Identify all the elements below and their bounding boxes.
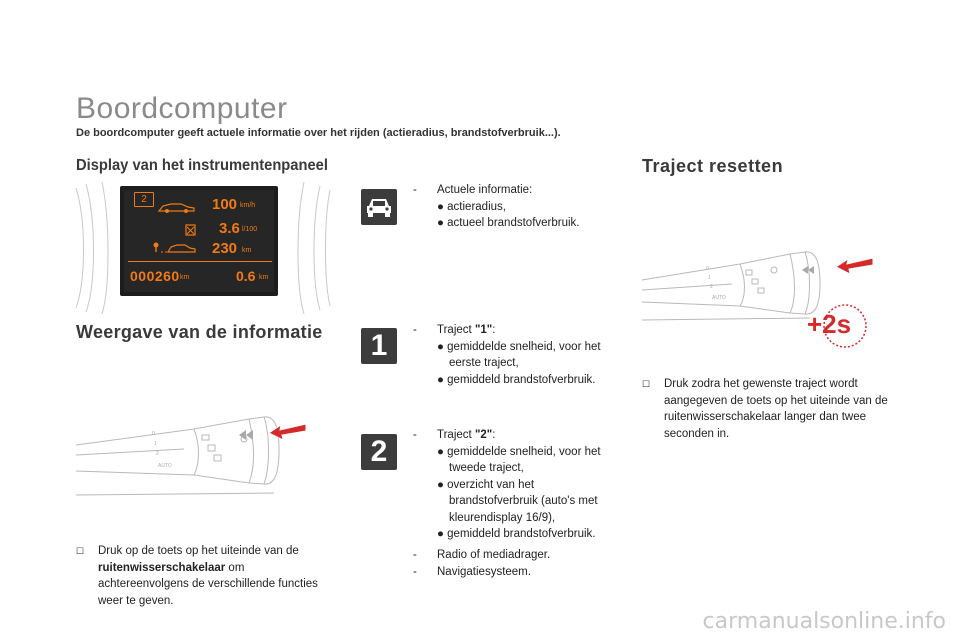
svg-text:1: 1 bbox=[154, 441, 157, 447]
svg-text:1: 1 bbox=[708, 275, 711, 281]
range-value: 230 bbox=[212, 240, 238, 257]
weergave-instruction: ☐ Druk op de toets op het uiteinde van de ruitenwisserschakelaar om achtereenvolgens de verschillende functies weer te geven. bbox=[76, 545, 318, 607]
svg-text:2: 2 bbox=[156, 451, 159, 457]
speed-value: 100 bbox=[212, 196, 238, 213]
svg-text:0: 0 bbox=[706, 266, 709, 272]
reset-instruction: ☐ Druk zodra het gewenste traject wordt aangegeven de toets op het uiteinde van de ruitenwisserschakelaar langer dan twee seconden in. bbox=[642, 378, 888, 440]
extra-items bbox=[413, 547, 623, 580]
checkbox-symbol-icon: ☐ bbox=[642, 379, 651, 389]
car-icon bbox=[361, 189, 397, 225]
consumption-unit: l/100 bbox=[242, 226, 258, 233]
watermark: carmanualsonline.info bbox=[702, 609, 946, 634]
list-item: - Navigatiesysteem. bbox=[413, 565, 531, 578]
press-arrow-icon bbox=[268, 420, 308, 447]
page-title: Boordcomputer bbox=[76, 92, 288, 125]
svg-text:AUTO: AUTO bbox=[158, 463, 172, 469]
list-item: - Radio of mediadrager. bbox=[413, 549, 551, 561]
svg-text:0: 0 bbox=[152, 431, 155, 437]
page-subtitle: De boordcomputer geeft actuele informatie over het rijden (actieradius, brandstofverbruik...). bbox=[76, 127, 561, 139]
speed-unit: km/h bbox=[240, 202, 256, 209]
badge-label: +2s bbox=[807, 309, 852, 339]
car-speed-icon bbox=[157, 200, 197, 219]
info-item-trip-1: - Traject "1": ● gemiddelde snelheid, voor het eerste traject, ● gemiddeld brandstofverbruik. bbox=[413, 324, 601, 386]
fuel-pump-icon bbox=[185, 223, 197, 241]
odometer-unit: km bbox=[180, 274, 190, 281]
odometer-value: 000260 bbox=[130, 268, 180, 284]
svg-text:AUTO: AUTO bbox=[712, 295, 726, 301]
consumption-value: 3.6 bbox=[219, 220, 240, 237]
display-divider bbox=[128, 261, 272, 262]
checkbox-symbol-icon: ☐ bbox=[76, 546, 85, 556]
hold-two-seconds-badge bbox=[805, 303, 869, 349]
range-car-icon bbox=[152, 240, 198, 259]
gear-indicator: 2 bbox=[134, 192, 154, 207]
trip-2-icon: 2 bbox=[361, 434, 397, 470]
press-arrow-icon bbox=[835, 254, 875, 281]
range-unit: km bbox=[242, 247, 252, 254]
section-heading-reset: Traject resetten bbox=[642, 156, 784, 176]
svg-text:2: 2 bbox=[710, 284, 713, 290]
info-item-current: - Actuele informatie: ● actieradius, ● actueel brandstofverbruik. bbox=[413, 184, 580, 229]
section-heading-weergave: Weergave van de informatie bbox=[76, 322, 323, 342]
instrument-panel-illustration bbox=[72, 180, 334, 315]
trip-value: 0.6 bbox=[236, 268, 256, 284]
info-item-trip-2: - Traject "2": ● gemiddelde snelheid, voor het tweede traject, ● overzicht van het brandstofverbruik (auto's met kleurendisplay 16/9), ● gemiddeld brandstofverbruik. bbox=[413, 429, 601, 540]
section-heading-display: Display van het instrumentenpaneel bbox=[76, 157, 328, 174]
trip-1-icon: 1 bbox=[361, 328, 397, 364]
trip-unit: km bbox=[259, 274, 269, 281]
